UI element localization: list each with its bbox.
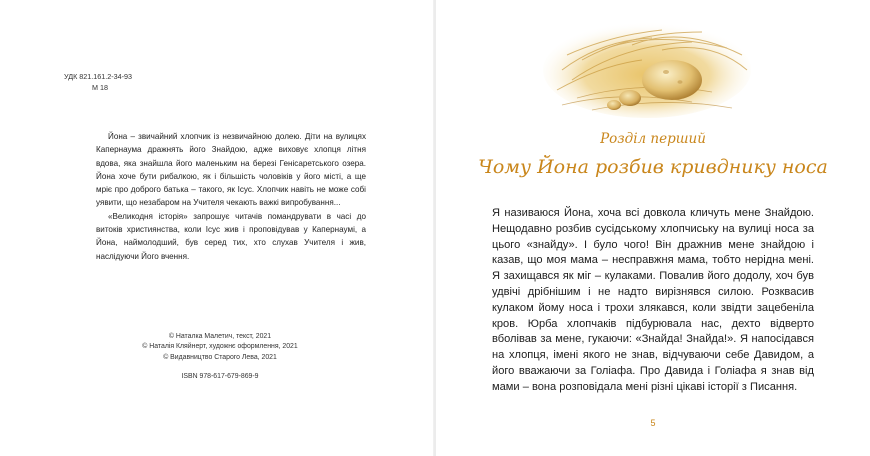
copyright-publisher: © Видавництво Старого Лева, 2021 [163, 353, 277, 361]
isbn: ISBN 978-617-679-869-9 [181, 373, 259, 381]
left-page [0, 0, 434, 456]
classification-codes [64, 71, 132, 93]
udk-code: УДК 821.161.2-34-93 [64, 72, 133, 81]
copyright-illustrations: © Наталія Кляйнерт, художнє оформлення, 2021 [142, 343, 298, 351]
annotation-paragraph-1: Йона – звичайний хлопчик із незвичайною долею. Діти на вулицях Капернаума дражнять його Знайдою, адже виховує хлопця літня вдова, яка знайшла його маленьким на березі Генісаретського озера. Йона хоче бути рибалкою, як і більшість чоловіків у його місті, а ще мріє про доброго батька – такого, як Ісус. Хлопчик навіть не може собі уявити, що незабаром на Учителя чекають важкі випробування... [96, 132, 366, 208]
chapter-text [492, 206, 814, 396]
copyright-text: © Наталка Малетич, текст, 2021 [168, 333, 272, 340]
stones-in-grass-illustration [542, 10, 752, 120]
copyright-block [140, 332, 300, 383]
bbk-code: М 18 [92, 83, 108, 92]
chapter-label: Розділ перший [600, 131, 706, 147]
annotation-paragraph-2: «Великодня історія» запрошує читачів помандрувати в часі до витоків християнства, коли Ісус жив і проповідував у Капернаумі, а Йона, наймолодший, був серед тих, хто слухав Учителя і жив, наслідуючи Його вчення. [96, 211, 366, 261]
page-number: 5 [650, 418, 656, 428]
chapter-paragraph: Я називаюся Йона, хоча всі довкола кличуть мене Знайдою. Нещодавно розбив сусідському хлопчиську на вулиці носа за цього «знайду». І було чого! Він дражнив мене знайдою і казав, що моя мама – несправжня мама, тобто нерідна мені. Я захищався як міг – кулаками. Повалив його додолу, хоч був удвічі дрібнішим і не надто вирізнявся силою. Розквасив кулаком йому носа і трохи злякався, коли звідти зацебеніла кров. Юрба хлопчаків підбурювала нас, дехто відверто вболівав за мене, гукаючи: «Знайда! Знайда!». Я напосідався на хлопця, імені якого не знав, відчуваючи себе Давидом, а його вважаючи за Голіафа. Про Давида і Голіафа я знав від мами – вона розповідала мені різні цікаві історії з Писання. [492, 207, 814, 393]
book-annotation [96, 130, 366, 263]
chapter-title: Чому Йона розбив кривднику носа [478, 156, 828, 178]
right-page [436, 0, 870, 456]
